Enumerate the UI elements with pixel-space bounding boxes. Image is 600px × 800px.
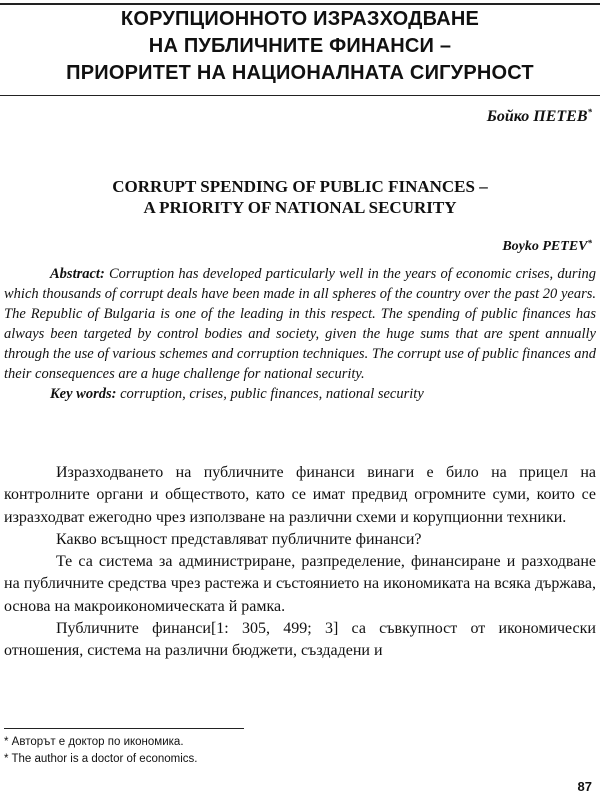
abstract-text: Corruption has developed particularly well in the years of economic crises, during which thousands of corrupt deals have been made in all spheres of the country over the past 20 years. The Republic of Bulgaria is one of the leading in this respect. The spending of public finances has always been targeted by control bodies and society, given the huge sums that are spent annually through the use of various schemes and corruption techniques. The corrupt use of public finances and their consequences are a huge challenge for national security. <box>4 266 596 382</box>
author-english <box>502 239 592 255</box>
title-bg-line-3: ПРИОРИТЕТ НА НАЦИОНАЛНАТА СИГУРНОСТ <box>66 62 534 84</box>
abstract-label: Abstract: <box>50 266 105 282</box>
title-en-line-1: CORRUPT SPENDING OF PUBLIC FINANCES – <box>112 177 488 196</box>
footnotes <box>4 734 197 768</box>
title-rule <box>0 95 600 96</box>
abstract <box>4 264 596 404</box>
footnote-en: * The author is a doctor of economics. <box>4 753 198 765</box>
page-number: 87 <box>577 779 592 794</box>
body-paragraph: Те са система за администриране, разпределение, финансиране и разходване на публичните средства чрез растежа и състоянието на икономиката на всяка държава, основа на макроикономическата й рамка. <box>4 553 596 615</box>
author-bg-name: Бойко ПЕТЕВ <box>486 108 588 125</box>
top-rule <box>0 3 600 5</box>
keywords-label: Key words: <box>50 386 117 402</box>
title-bg-line-2: НА ПУБЛИЧНИТЕ ФИНАНСИ – <box>148 35 452 57</box>
author-en-footnote-mark: * <box>587 238 592 248</box>
footnote-rule <box>4 728 244 729</box>
author-bulgarian <box>487 108 592 126</box>
body-paragraph: Какво всъщност представляват публичните финанси? <box>56 530 422 548</box>
body-text <box>4 462 596 663</box>
title-english <box>0 176 600 218</box>
title-bulgarian <box>0 6 600 87</box>
body-paragraph: Публичните финанси[1: 305, 499; 3] са съвкупност от икономически отношения, система на различни бюджети, създадени и <box>4 620 596 660</box>
author-bg-footnote-mark: * <box>587 107 592 117</box>
footnote-bg: * Авторът е доктор по икономика. <box>4 736 184 748</box>
title-en-line-2: A PRIORITY OF NATIONAL SECURITY <box>143 198 457 217</box>
body-paragraph: Изразходването на публичните финанси винаги е било на прицел на контролните органи и обществото, като се имат предвид огромните суми, които се изразходват ежегодно чрез използване на различни схеми и корупционни техники. <box>4 464 596 526</box>
keywords-paragraph <box>4 384 596 404</box>
keywords-text: corruption, crises, public finances, national security <box>120 386 424 402</box>
title-bg-line-1: КОРУПЦИОННОТО ИЗРАЗХОДВАНЕ <box>120 8 480 30</box>
abstract-paragraph <box>4 264 596 384</box>
author-en-name: Boyko PETEV <box>502 239 588 254</box>
